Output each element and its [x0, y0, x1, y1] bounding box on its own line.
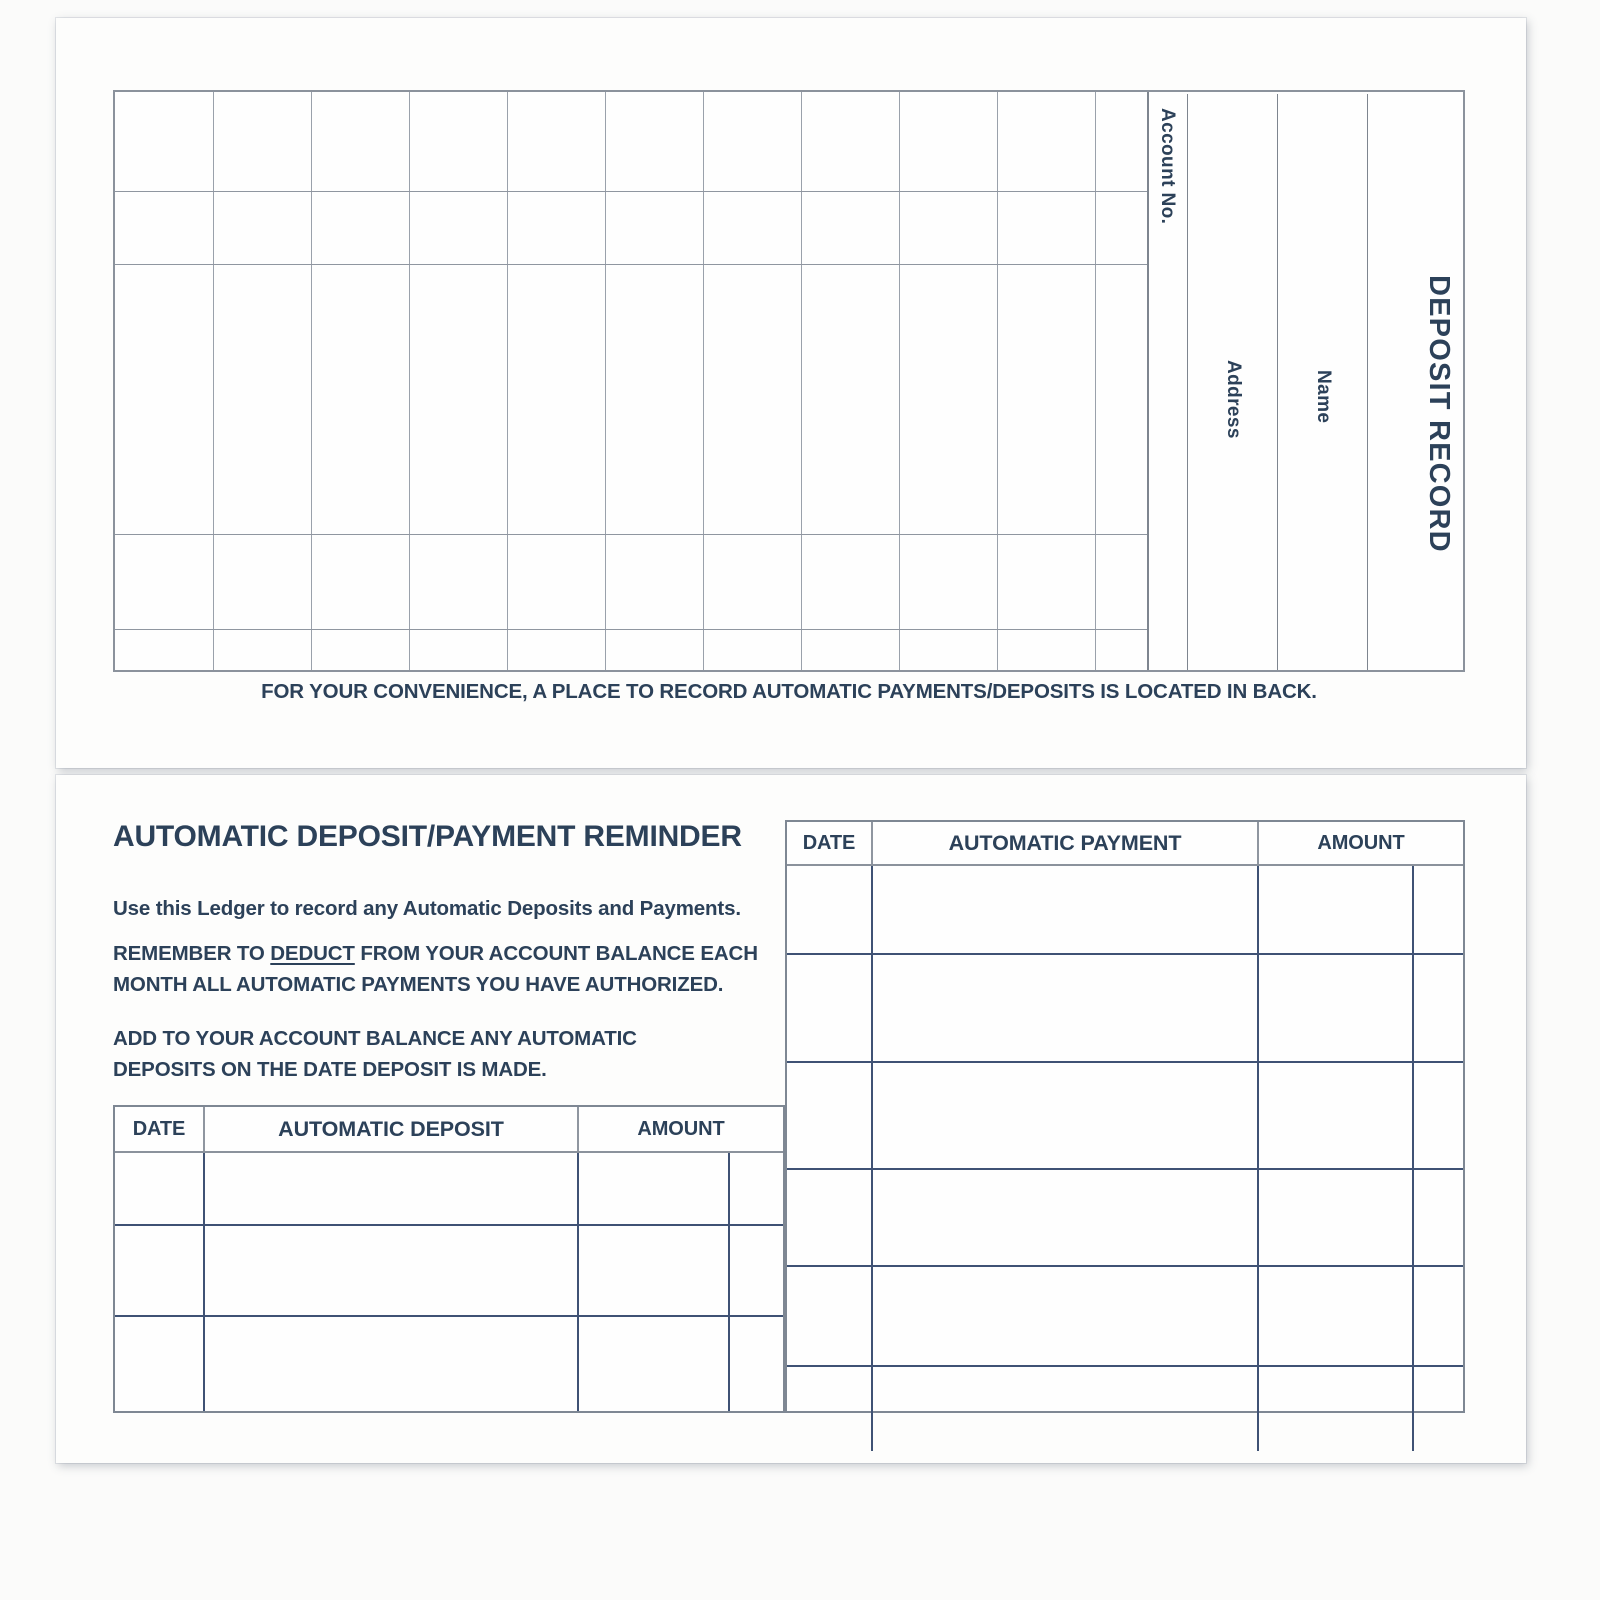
deposit-header-date: DATE [132, 1117, 186, 1140]
row-divider-amount [1257, 1367, 1259, 1451]
table-row[interactable] [787, 1267, 1463, 1367]
row-divider-amount [577, 1226, 579, 1315]
row-divider-cents [728, 1153, 730, 1224]
address-rule [1277, 94, 1278, 670]
row-divider-date [871, 1063, 873, 1168]
grid-row-divider [115, 264, 1147, 265]
row-divider-date [203, 1317, 205, 1411]
grid-column-divider [997, 92, 998, 670]
grid-column-divider [899, 92, 900, 670]
table-row[interactable] [787, 1170, 1463, 1267]
row-divider-cents [1412, 1367, 1414, 1451]
table-row[interactable] [115, 1153, 783, 1226]
row-divider-amount [1257, 1170, 1259, 1265]
address-label: Address [1223, 360, 1244, 439]
table-row[interactable] [115, 1317, 783, 1411]
row-divider-cents [1412, 1063, 1414, 1168]
row-divider-amount [577, 1317, 579, 1411]
row-divider-date [203, 1153, 205, 1224]
name-rule [1367, 94, 1368, 670]
account-no-rule [1187, 94, 1188, 670]
ledger-intro-text: Use this Ledger to record any Automatic Deposits and Payments. [113, 897, 741, 920]
deposit-ledger-header-row [115, 1107, 783, 1153]
row-divider-cents [728, 1226, 730, 1315]
grid-column-divider [605, 92, 606, 670]
row-divider-cents [1412, 1170, 1414, 1265]
deduct-emphasis: DEDUCT [270, 942, 355, 965]
reminder-heading: AUTOMATIC DEPOSIT/PAYMENT REMINDER [113, 820, 742, 853]
row-divider-date [871, 955, 873, 1061]
deposit-record-card [56, 18, 1526, 768]
row-divider-amount [1257, 1267, 1259, 1365]
table-row[interactable] [787, 1367, 1463, 1451]
row-divider-date [871, 1267, 873, 1365]
deduct-notice-line-2: MONTH ALL AUTOMATIC PAYMENTS YOU HAVE AUTHORIZED. [113, 973, 724, 996]
grid-row-divider [115, 629, 1147, 630]
grid-column-divider [409, 92, 410, 670]
table-row[interactable] [787, 866, 1463, 955]
deposit-record-grid[interactable] [113, 90, 1465, 672]
grid-section-divider [1147, 92, 1149, 670]
table-row[interactable] [787, 955, 1463, 1063]
grid-column-divider [507, 92, 508, 670]
name-label: Name [1313, 370, 1334, 424]
row-divider-cents [1412, 866, 1414, 953]
payment-ledger-header-row [787, 822, 1463, 866]
account-no-label: Account No. [1157, 108, 1178, 225]
deduct-prefix: REMEMBER TO [113, 942, 271, 965]
deduct-notice-line-1 [113, 942, 758, 966]
grid-column-divider [801, 92, 802, 670]
grid-column-divider [213, 92, 214, 670]
row-divider-cents [728, 1317, 730, 1411]
automatic-reminder-card [56, 775, 1526, 1463]
deposit-record-title: DEPOSIT RECORD [1423, 275, 1455, 553]
automatic-deposit-ledger[interactable] [113, 1105, 785, 1413]
grid-column-divider [703, 92, 704, 670]
table-row[interactable] [115, 1226, 783, 1317]
grid-row-divider [115, 534, 1147, 535]
deposit-header-amount: AMOUNT [637, 1117, 725, 1140]
payment-header-description: AUTOMATIC PAYMENT [948, 830, 1182, 855]
add-notice-line-1: ADD TO YOUR ACCOUNT BALANCE ANY AUTOMATIC [113, 1027, 637, 1050]
add-notice-line-2: DEPOSITS ON THE DATE DEPOSIT IS MADE. [113, 1058, 547, 1081]
convenience-note: FOR YOUR CONVENIENCE, A PLACE TO RECORD AUTOMATIC PAYMENTS/DEPOSITS IS LOCATED IN BACK. [261, 680, 1317, 703]
deposit-header-description: AUTOMATIC DEPOSIT [278, 1116, 504, 1141]
automatic-payment-ledger[interactable] [785, 820, 1465, 1413]
row-divider-cents [1412, 955, 1414, 1061]
payment-header-date: DATE [802, 831, 856, 854]
row-divider-amount [1257, 955, 1259, 1061]
row-divider-amount [1257, 1063, 1259, 1168]
table-row[interactable] [787, 1063, 1463, 1170]
row-divider-date [203, 1226, 205, 1315]
row-divider-date [871, 866, 873, 953]
row-divider-amount [577, 1153, 579, 1224]
row-divider-amount [1257, 866, 1259, 953]
row-divider-date [871, 1367, 873, 1451]
grid-row-divider [115, 191, 1147, 192]
payment-header-amount: AMOUNT [1317, 831, 1405, 854]
row-divider-cents [1412, 1267, 1414, 1365]
deduct-suffix: FROM YOUR ACCOUNT BALANCE EACH [354, 942, 758, 965]
grid-column-divider [311, 92, 312, 670]
grid-column-divider [1095, 92, 1096, 670]
row-divider-date [871, 1170, 873, 1265]
